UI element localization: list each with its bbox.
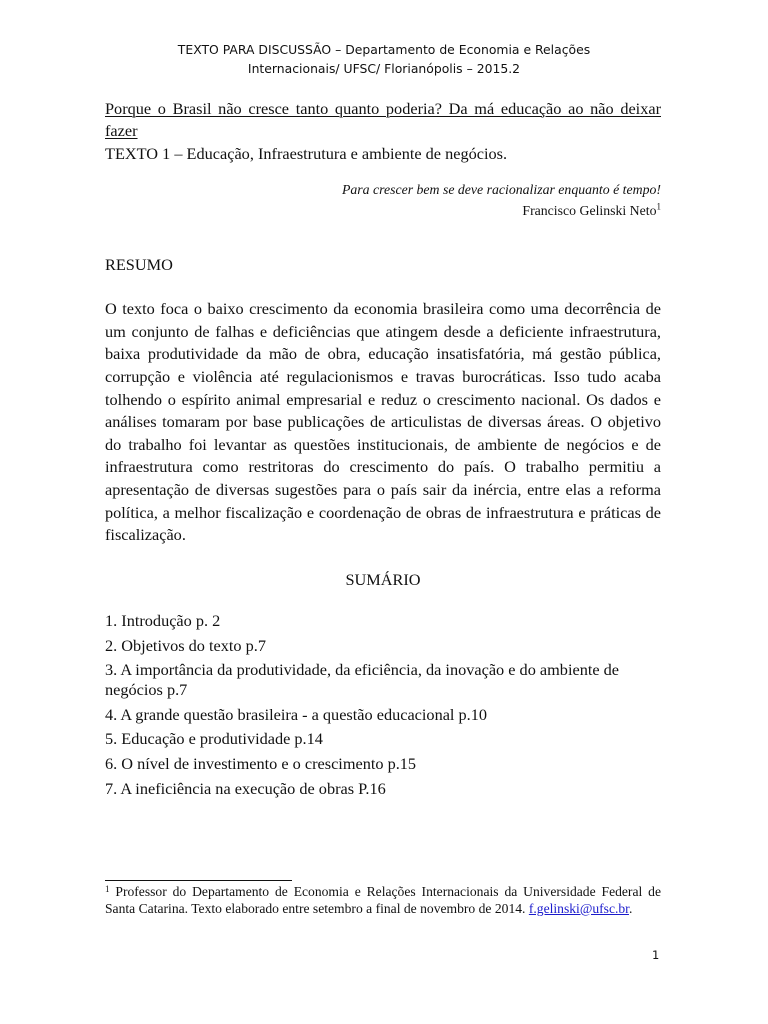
footnote-divider <box>105 880 292 881</box>
running-header <box>104 40 664 78</box>
toc-item: 5. Educação e produtividade p.14 <box>105 729 323 749</box>
document-subtitle: TEXTO 1 – Educação, Infraestrutura e ambiente de negócios. <box>105 143 508 163</box>
footnote <box>105 884 661 917</box>
author-name: Francisco Gelinski Neto <box>522 202 657 218</box>
main-content <box>105 98 661 803</box>
toc-item: 4. A grande questão brasileira - a questão educacional p.10 <box>105 704 488 724</box>
sumario-heading: SUMÁRIO <box>345 569 421 589</box>
toc-item: 6. O nível de investimento e o crescimento p.15 <box>105 753 417 773</box>
resumo-heading: RESUMO <box>105 254 173 274</box>
resumo-body: O texto foca o baixo crescimento da economia brasileira como uma decorrência de um conjunto de falhas e deficiências que atingem desde a deficiente infraestrutura, baixa produtividade da mão de obra, educação insatisfatória, má gestão pública, corrupção e violência até regulacionismos e travas burocráticas. Isso tudo acaba tolhendo o espírito animal empresarial e reduz o crescimento nacional. Os dados e análises tomaram por base publicações de articulistas de diversas áreas. O objetivo do trabalho foi levantar as questões institucionais, de ambiente de negócios e de infraestrutura como restritoras do crescimento do país. O trabalho permitiu a apresentação de diversas sugestões para o país sair da inércia, entre elas a reforma política, a melhor fiscalização e coordenação de obras de infraestrutura e práticas de fiscalização. <box>105 299 661 545</box>
page-number: 1 <box>652 948 660 962</box>
header-line-1: TEXTO PARA DISCUSSÃO – Departamento de Economia e Relações <box>177 42 591 57</box>
author-line <box>105 200 661 221</box>
epigraph-quote: Para crescer bem se deve racionalizar enquanto é tempo! <box>341 181 661 197</box>
toc-item: 7. A ineficiência na execução de obras P.16 <box>105 778 386 798</box>
footnote-text: Professor do Departamento de Economia e Relações Internacionais da Universidade Federal de Santa Catarina. Texto elaborado entre setembro a final de novembro de 2014. <box>105 884 661 916</box>
footnote-trailing: . <box>628 900 633 916</box>
table-of-contents <box>105 611 661 798</box>
document-title: Porque o Brasil não cresce tanto quanto poderia? Da má educação ao não deixar fazer <box>105 99 661 141</box>
footnote-mark: 1 <box>105 884 110 894</box>
author-email-link[interactable]: f.gelinski@ufsc.br <box>528 900 629 916</box>
epigraph-block <box>105 179 661 221</box>
toc-item: 1. Introdução p. 2 <box>105 611 221 631</box>
toc-item: 2. Objetivos do texto p.7 <box>105 635 266 655</box>
author-footnote-mark[interactable]: 1 <box>656 201 661 212</box>
header-line-2: Internacionais/ UFSC/ Florianópolis – 2015.2 <box>247 61 521 76</box>
toc-item: 3. A importância da produtividade, da eficiência, da inovação e do ambiente de negócios p.7 <box>105 660 620 699</box>
